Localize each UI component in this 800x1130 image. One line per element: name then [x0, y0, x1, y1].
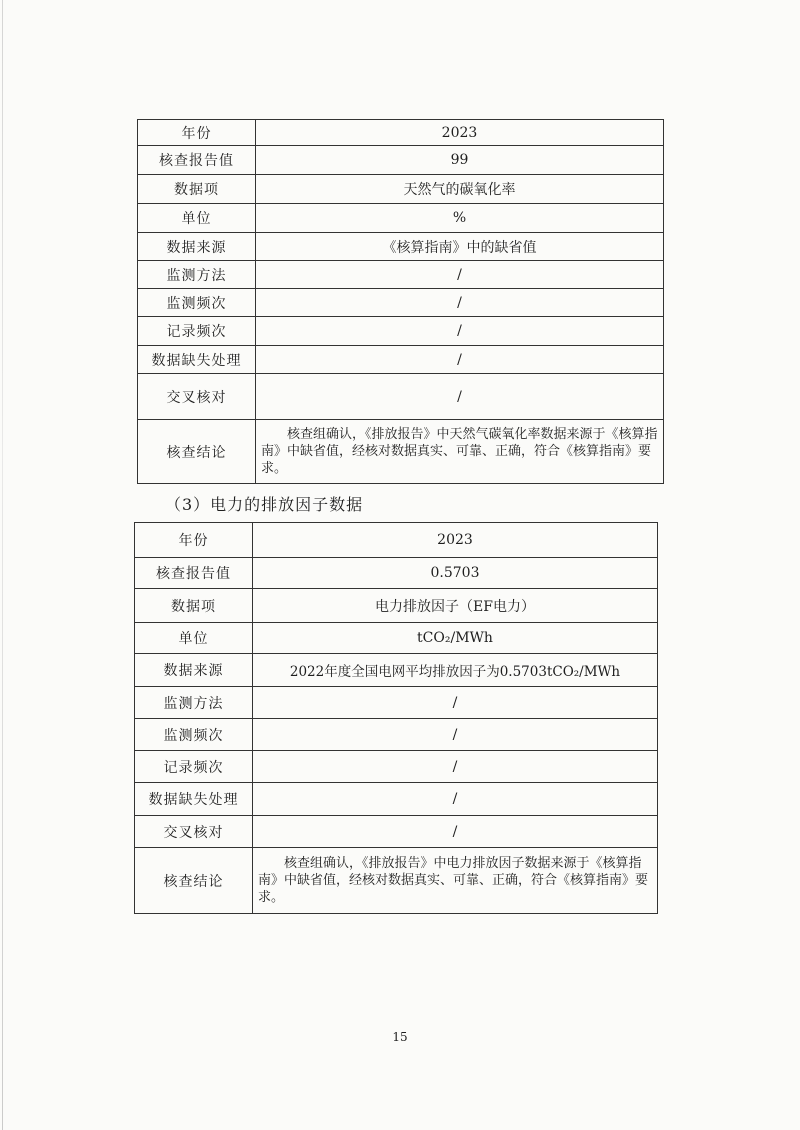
row-label: 数据缺失处理	[138, 346, 256, 374]
table-row	[135, 783, 658, 816]
page-number: 15	[392, 1030, 408, 1044]
row-label: 数据项	[135, 589, 253, 623]
table-row	[138, 289, 664, 317]
table-row	[135, 816, 658, 848]
table-row	[138, 420, 664, 484]
row-label: 记录频次	[138, 317, 256, 346]
row-label: 核查报告值	[138, 146, 256, 175]
row-value: 天然气的碳氧化率	[256, 175, 664, 204]
conclusion-label: 核查结论	[135, 848, 253, 914]
table-row	[135, 558, 658, 589]
table-row	[135, 848, 658, 914]
row-label: 核查报告值	[135, 558, 253, 589]
conclusion-text: 核查组确认，《排放报告》中电力排放因子数据来源于《核算指南》中缺省值，经核对数据真实、可靠、正确，符合《核算指南》要求。	[253, 848, 658, 914]
table-row	[138, 233, 664, 261]
table-row	[135, 751, 658, 783]
row-value: 2022年度全国电网平均排放因子为0.5703tCO₂/MWh	[253, 654, 658, 687]
table-row	[138, 146, 664, 175]
section-heading: （3）电力的排放因子数据	[165, 495, 364, 514]
table-row	[138, 175, 664, 204]
row-label: 单位	[135, 623, 253, 654]
conclusion-label: 核查结论	[138, 420, 256, 484]
row-label: 单位	[138, 204, 256, 233]
row-value: %	[256, 204, 664, 233]
row-value: /	[253, 816, 658, 848]
row-value: /	[253, 719, 658, 751]
table-row	[138, 346, 664, 374]
row-label: 监测方法	[135, 687, 253, 719]
row-value: 电力排放因子（EF电力）	[253, 589, 658, 623]
row-label: 监测频次	[135, 719, 253, 751]
row-value: 《核算指南》中的缺省值	[256, 233, 664, 261]
table-row	[135, 719, 658, 751]
row-value: /	[256, 374, 664, 420]
row-label: 数据来源	[138, 233, 256, 261]
row-value: /	[256, 289, 664, 317]
row-label: 年份	[135, 523, 253, 558]
row-label: 数据来源	[135, 654, 253, 687]
carbon-oxidation-rate-table	[137, 119, 664, 484]
conclusion-text: 核查组确认，《排放报告》中天然气碳氧化率数据来源于《核算指南》中缺省值，经核对数据真实、可靠、正确，符合《核算指南》要求。	[256, 420, 664, 484]
scan-edge	[2, 0, 3, 1130]
row-value: tCO₂/MWh	[253, 623, 658, 654]
table-row	[135, 523, 658, 558]
table-row	[138, 261, 664, 289]
row-value: /	[253, 687, 658, 719]
table-row	[135, 623, 658, 654]
table-row	[138, 317, 664, 346]
table-row	[135, 589, 658, 623]
row-value: /	[253, 783, 658, 816]
row-label: 交叉核对	[138, 374, 256, 420]
table-row	[138, 374, 664, 420]
table-row	[135, 687, 658, 719]
row-value: 2023	[256, 120, 664, 146]
row-label: 监测频次	[138, 289, 256, 317]
row-label: 监测方法	[138, 261, 256, 289]
row-label: 记录频次	[135, 751, 253, 783]
electricity-emission-factor-table	[134, 522, 658, 914]
row-value: /	[253, 751, 658, 783]
table-row	[135, 654, 658, 687]
row-value: /	[256, 261, 664, 289]
row-value: /	[256, 346, 664, 374]
table-row	[138, 204, 664, 233]
row-label: 交叉核对	[135, 816, 253, 848]
row-label: 数据缺失处理	[135, 783, 253, 816]
table-row	[138, 120, 664, 146]
row-value: /	[256, 317, 664, 346]
row-value: 99	[256, 146, 664, 175]
row-value: 0.5703	[253, 558, 658, 589]
row-label: 数据项	[138, 175, 256, 204]
row-label: 年份	[138, 120, 256, 146]
row-value: 2023	[253, 523, 658, 558]
